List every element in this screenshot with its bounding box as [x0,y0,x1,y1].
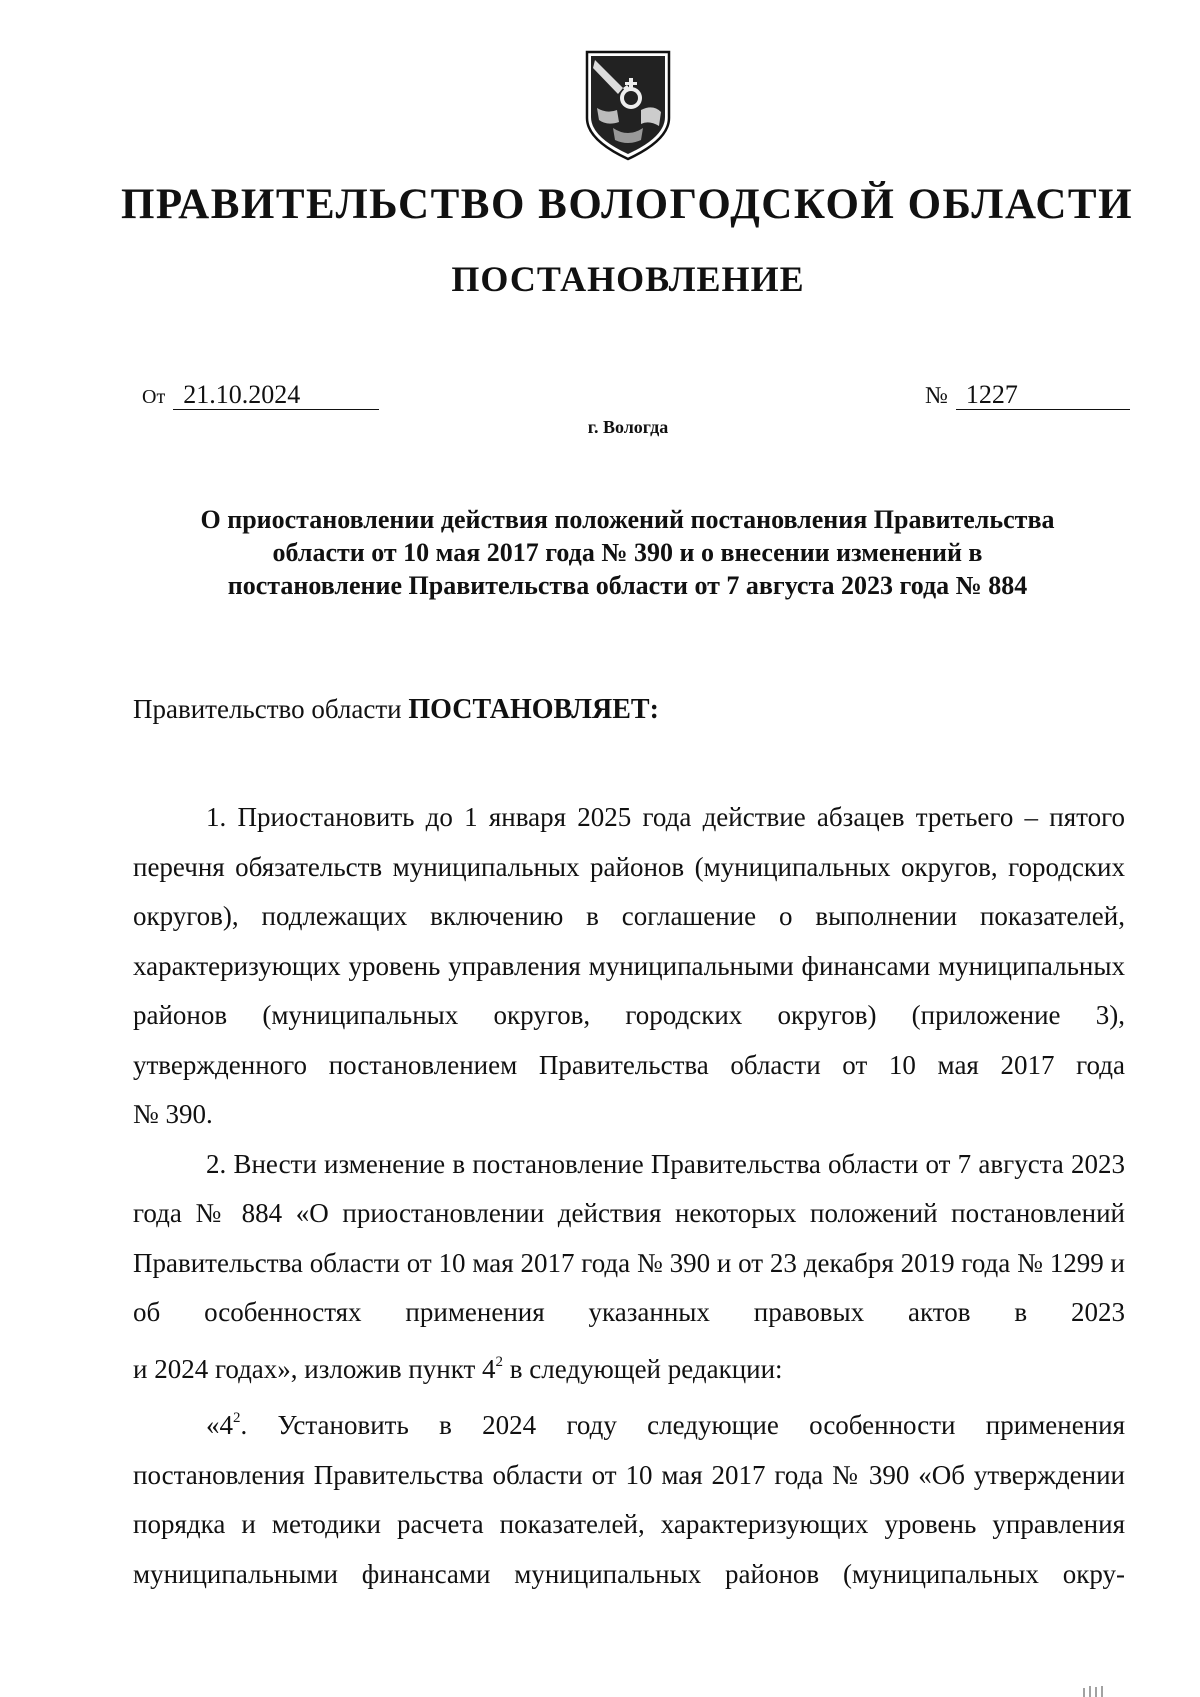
paragraph-2: 2. Внести изменение в постановление Правительства области от 7 августа 2023 года № 884 «О приостановлении действия некоторых положений постановлений Правительства области от 10 мая 2017 года № 390 и от 23 декабря 2019 года № 1299 и об особенностях применения указанных правовых актов в 2023 [133,1148,1125,1327]
paragraph-2-end-text: и 2024 годах», изложив пункт 4 [133,1353,496,1384]
document-date: 21.10.2024 [173,381,379,410]
paragraph-3-start: «4 [206,1410,233,1440]
coat-of-arms-icon [583,48,673,163]
document-type: ПОСТАНОВЛЕНИЕ [451,259,805,299]
superscript: 2 [495,1353,504,1370]
organization-title: ПРАВИТЕЛЬСТВО ВОЛОГОДСКОЙ ОБЛАСТИ [120,181,1134,228]
preamble [133,694,659,726]
date-block [142,380,379,410]
paragraph-2-end [133,1338,1125,1395]
paragraph-3-text: . Установить в 2024 году следующие особенности применения постановления Правительства области от 10 мая 2017 года № 390 «Об утверждении порядка и методики расчета показателей, характеризующих уровень управления муниципальными финансами муниципальных районов (муниципальных окру- [133,1410,1125,1589]
number-label: № [925,383,948,409]
superscript: 2 [233,1410,241,1426]
heading-line: постановление Правительства области от 7 августа 2023 года № 884 [227,571,1028,600]
date-label: От [142,386,166,408]
city: г. Вологда [587,417,669,437]
scan-marks [1082,1684,1122,1697]
preamble-action: ПОСТАНОВЛЯЕТ: [408,694,659,725]
heading-line: О приостановлении действия положений постановления Правительства [200,505,1055,534]
paragraph-2-end-tail: в следующей редакции: [503,1353,783,1384]
document-heading [150,503,1105,602]
paragraph-1-end: № 390. [133,1099,213,1129]
number-block [925,380,1130,410]
paragraph-3 [133,1394,1125,1599]
preamble-text: Правительство области [133,694,402,724]
paragraph-1: 1. Приостановить до 1 января 2025 года действие абзацев третьего – пятого перечня обязательств муниципальных районов (муниципальных округов, городских округов), подлежащих включению в соглашение о выполнении показателей, характеризующих уровень управления муниципальными финансами муниципальных районов (муниципальных округов, городских округов) (приложение 3), утвержденного постановлением Правительства области от 10 мая 2017 года [133,802,1125,1080]
document-body [133,793,1125,1599]
heading-line: области от 10 мая 2017 года № 390 и о внесении изменений в [272,538,983,567]
document-number: 1227 [956,381,1130,410]
